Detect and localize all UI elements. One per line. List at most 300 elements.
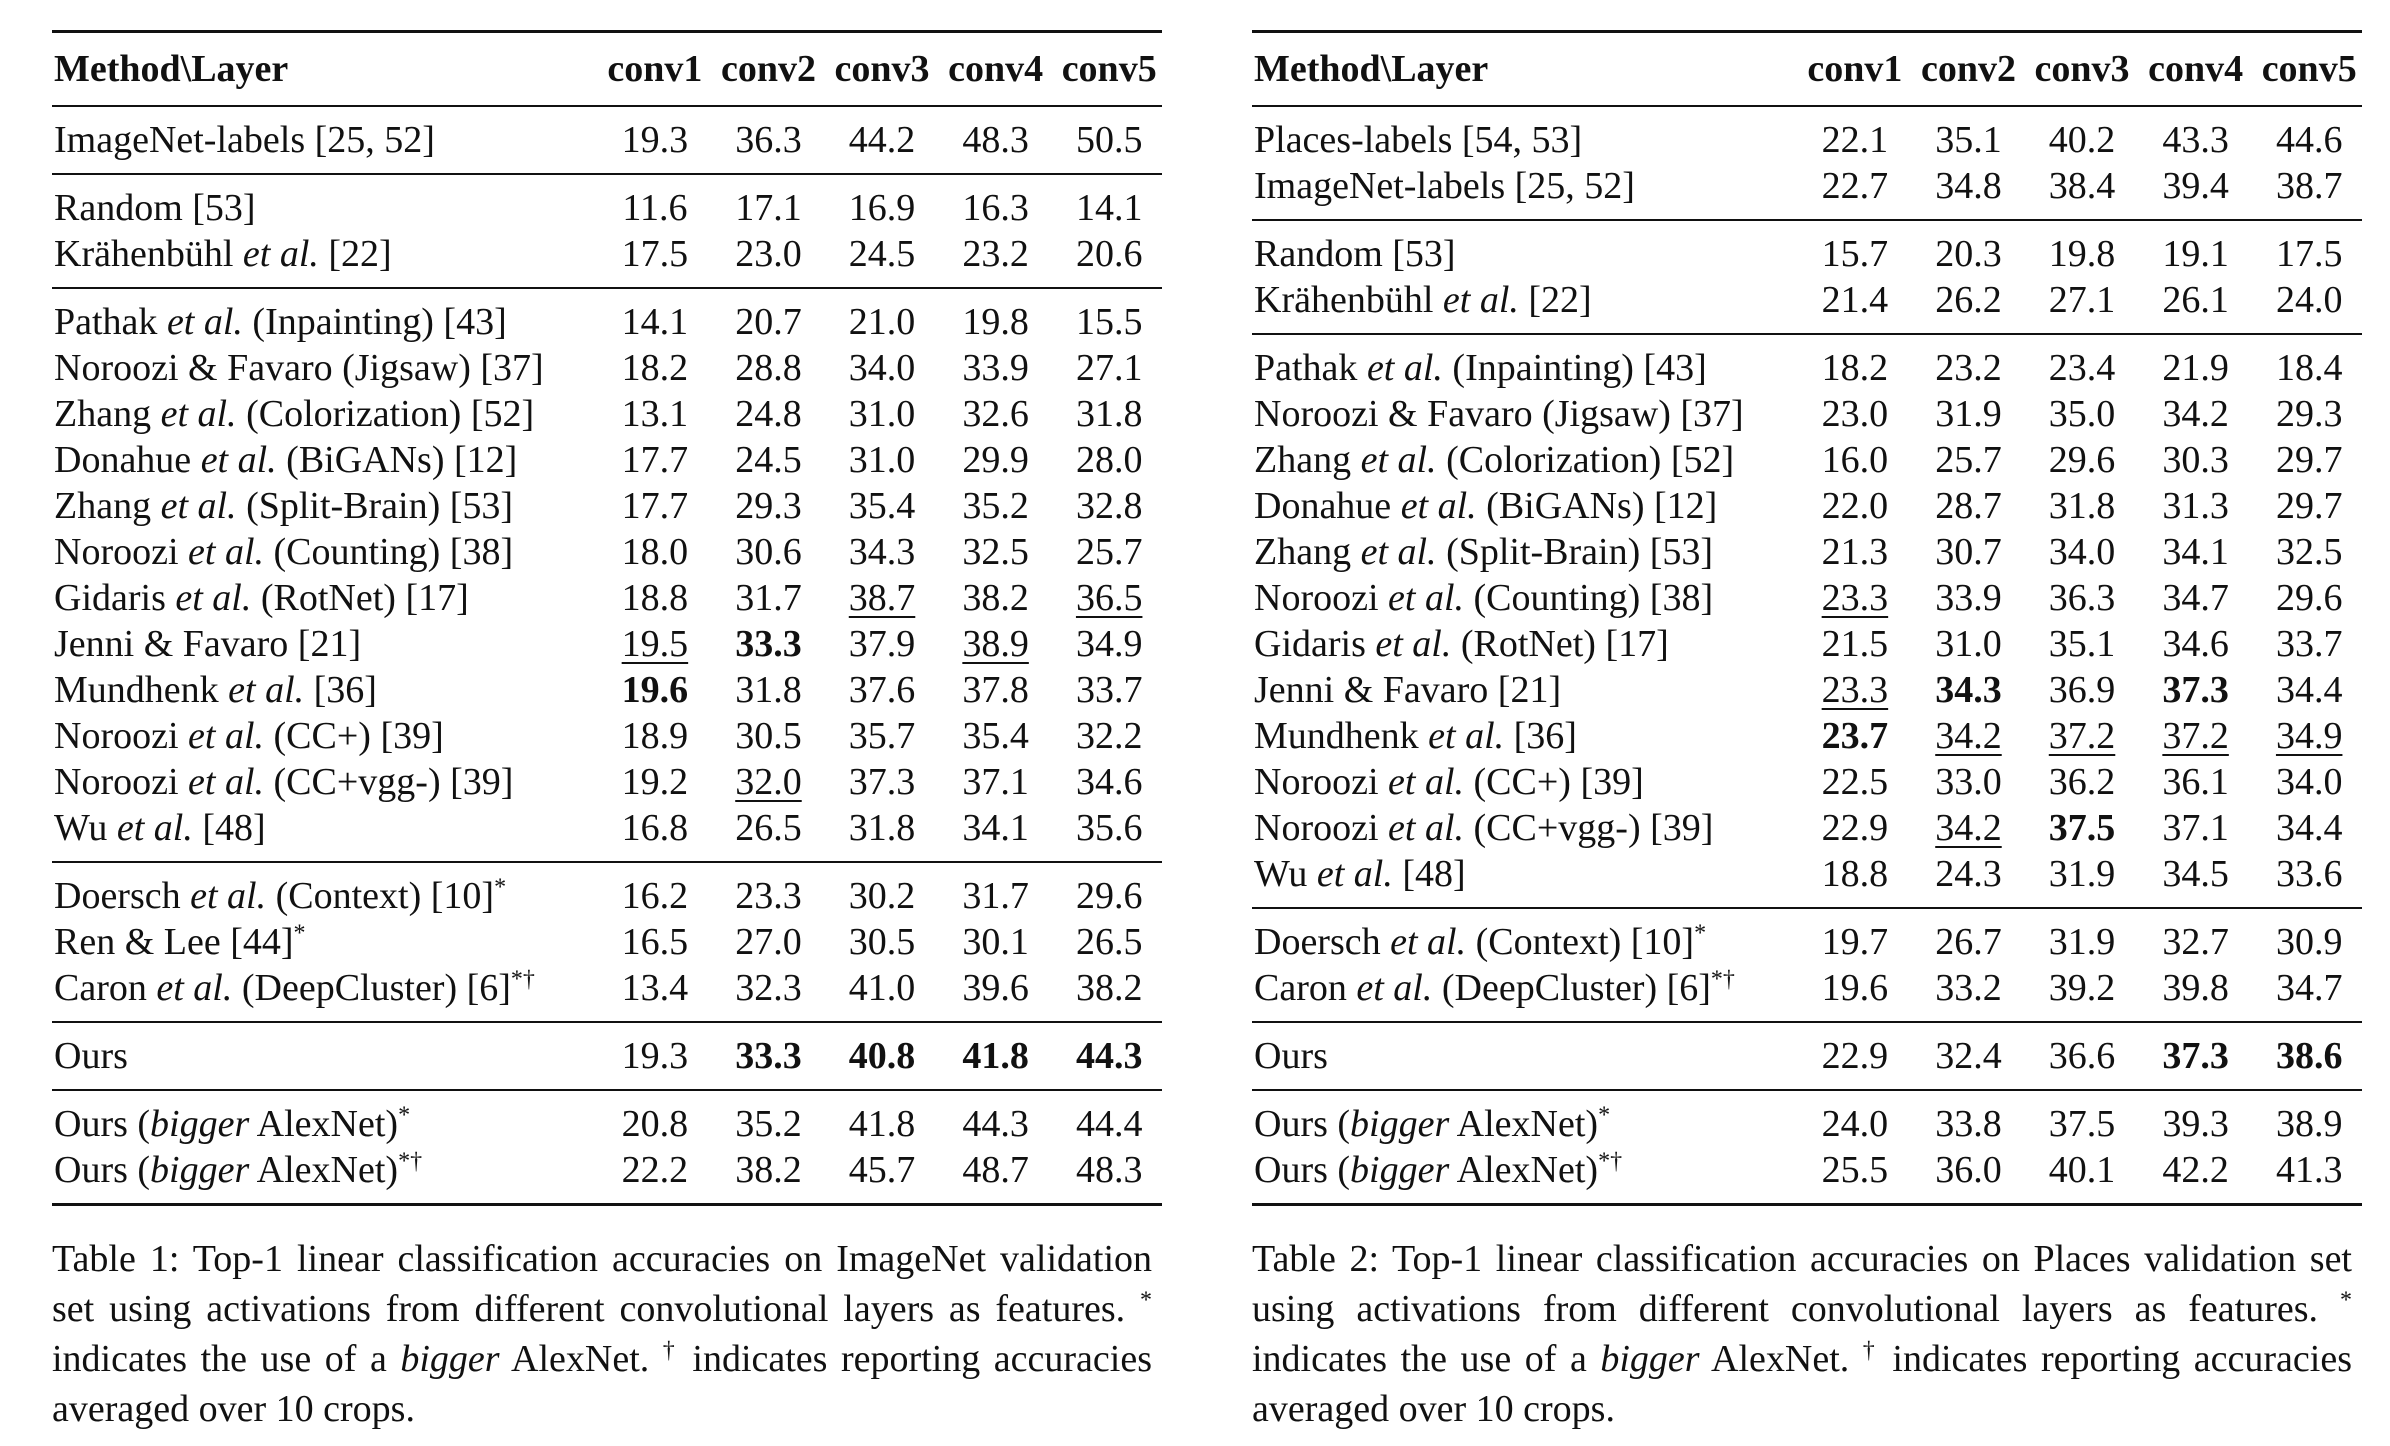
accuracy-value: 17.1 — [735, 187, 802, 229]
value-cell — [1048, 1090, 1162, 1147]
value-cell — [1794, 759, 1908, 805]
accuracy-value: 32.4 — [1935, 1035, 2002, 1077]
value-cell — [1048, 1022, 1162, 1090]
accuracy-value: 23.4 — [2048, 347, 2116, 389]
accuracy-value: 31.9 — [2048, 921, 2116, 963]
text-run: et al. — [1442, 279, 1519, 321]
method-cell — [1252, 1147, 1794, 1205]
table-row — [52, 1022, 1162, 1090]
method-cell — [1252, 529, 1794, 575]
conv-column-header: conv4 — [2148, 48, 2244, 90]
accuracy-value: 33.2 — [1935, 967, 2002, 1009]
value-cell — [2021, 1022, 2135, 1090]
conv-column-header: conv5 — [2261, 48, 2357, 90]
text-run: [36] — [1504, 715, 1577, 757]
value-cell — [1794, 805, 1908, 851]
text-run: Mundhenk — [1254, 715, 1429, 757]
value-cell — [821, 437, 935, 483]
value-cell — [1908, 483, 2022, 529]
value-cell — [594, 174, 708, 231]
accuracy-value: 41.8 — [962, 1035, 1029, 1077]
table-row — [1252, 908, 2362, 965]
value-cell — [821, 174, 935, 231]
footnote-mark: *† — [398, 1148, 423, 1175]
value-cell — [594, 575, 708, 621]
accuracy-value: 39.3 — [2162, 1103, 2229, 1145]
row-group — [52, 1090, 1162, 1205]
text-run: bigger — [150, 1149, 250, 1191]
value-cell — [2248, 391, 2362, 437]
accuracy-value: 34.1 — [962, 807, 1029, 849]
accuracy-value: 30.3 — [2162, 439, 2229, 481]
method-cell — [52, 288, 594, 345]
text-run: Places-labels [54, 53] — [1254, 119, 1583, 161]
accuracy-value: 34.0 — [848, 347, 916, 389]
value-cell — [2021, 277, 2135, 334]
accuracy-value: 45.7 — [848, 1149, 916, 1191]
method-cell — [1252, 575, 1794, 621]
value-cell — [594, 483, 708, 529]
conv-column-header: conv1 — [607, 48, 703, 90]
table-row — [52, 437, 1162, 483]
method-cell — [1252, 805, 1794, 851]
table-row — [1252, 334, 2362, 391]
method-cell — [52, 391, 594, 437]
text-run: et al. — [1360, 531, 1437, 573]
value-cell — [1908, 713, 2022, 759]
value-cell — [594, 106, 708, 174]
text-run: et al. — [188, 531, 265, 573]
accuracy-value: 37.6 — [848, 669, 916, 711]
accuracy-value: 29.6 — [2275, 577, 2343, 619]
value-cell — [1794, 667, 1908, 713]
table-row — [52, 231, 1162, 288]
text-run: Zhang — [54, 485, 161, 527]
accuracy-value: 20.8 — [621, 1103, 689, 1145]
accuracy-value: 24.5 — [735, 439, 802, 481]
value-cell — [2248, 575, 2362, 621]
accuracy-value: 31.7 — [962, 875, 1029, 917]
accuracy-value: 23.2 — [962, 233, 1029, 275]
accuracy-value: 31.0 — [1935, 623, 2002, 665]
text-run: bigger — [400, 1338, 500, 1380]
footnote-mark: * — [494, 874, 507, 901]
accuracy-value: 39.6 — [962, 967, 1029, 1009]
method-cell — [1252, 965, 1794, 1022]
accuracy-value: 36.3 — [735, 119, 802, 161]
value-cell — [594, 391, 708, 437]
text-run: (Inpainting) [43] — [242, 301, 507, 343]
value-cell — [935, 713, 1049, 759]
header-row — [52, 32, 1162, 107]
value-cell — [594, 1147, 708, 1205]
accuracy-value: 27.1 — [1075, 347, 1143, 389]
table-row — [52, 713, 1162, 759]
text-run: Ours — [1254, 1035, 1328, 1077]
table-1 — [52, 30, 1162, 1206]
method-cell — [1252, 667, 1794, 713]
text-run: indicates reporting accuracies averaged over 10 crops. — [52, 1338, 1153, 1430]
accuracy-value: 41.0 — [848, 967, 916, 1009]
method-layer-header: Method\Layer — [1254, 48, 1489, 90]
accuracy-value: 35.2 — [962, 485, 1029, 527]
value-cell — [2021, 713, 2135, 759]
value-cell — [2248, 1090, 2362, 1147]
value-cell — [1048, 345, 1162, 391]
value-cell — [935, 106, 1049, 174]
value-cell — [1048, 231, 1162, 288]
text-run: et al. — [188, 715, 265, 757]
text-run: Wu — [54, 807, 117, 849]
value-cell — [1908, 667, 2022, 713]
value-cell — [2248, 163, 2362, 220]
accuracy-value: 31.0 — [848, 393, 916, 435]
text-run: et al. — [1388, 761, 1465, 803]
accuracy-value: 29.7 — [2275, 485, 2343, 527]
text-run: indicates reporting accuracies averaged over 10 crops. — [1252, 1338, 2353, 1430]
text-run: Noroozi & Favaro (Jigsaw) [37] — [1254, 393, 1744, 435]
table-row — [1252, 851, 2362, 908]
accuracy-value: 34.2 — [1935, 715, 2002, 757]
accuracy-value: 32.6 — [962, 393, 1029, 435]
table-row — [1252, 805, 2362, 851]
text-run: Caron — [1254, 967, 1357, 1009]
accuracy-value: 34.6 — [2162, 623, 2229, 665]
text-run: AlexNet. — [499, 1338, 663, 1380]
results-table — [1252, 30, 2362, 1206]
text-run: et al. — [156, 967, 233, 1009]
method-cell — [1252, 163, 1794, 220]
accuracy-value: 19.7 — [1821, 921, 1889, 963]
accuracy-value: 39.8 — [2162, 967, 2229, 1009]
table-1-caption — [52, 1234, 1152, 1434]
value-cell — [1794, 575, 1908, 621]
accuracy-value: 17.5 — [2275, 233, 2343, 275]
value-cell — [594, 919, 708, 965]
footnote-mark: † — [1862, 1337, 1879, 1364]
text-run: (Colorization) [52] — [236, 393, 535, 435]
accuracy-value: 36.0 — [1935, 1149, 2002, 1191]
value-cell — [1048, 391, 1162, 437]
value-cell — [935, 1022, 1049, 1090]
footnote-mark: * — [398, 1102, 411, 1129]
value-cell — [1048, 759, 1162, 805]
text-run: ImageNet-labels [25, 52] — [1254, 165, 1635, 207]
method-cell — [52, 106, 594, 174]
accuracy-value: 22.5 — [1821, 761, 1889, 803]
text-run: (Counting) [38] — [264, 531, 514, 573]
value-cell — [1908, 437, 2022, 483]
value-cell — [821, 529, 935, 575]
accuracy-value: 28.7 — [1935, 485, 2002, 527]
value-cell — [1908, 965, 2022, 1022]
value-cell — [2021, 908, 2135, 965]
value-cell — [2021, 621, 2135, 667]
value-cell — [2248, 483, 2362, 529]
accuracy-value: 22.2 — [621, 1149, 689, 1191]
accuracy-value: 23.3 — [1821, 669, 1889, 711]
accuracy-value: 50.5 — [1075, 119, 1143, 161]
value-cell — [1048, 483, 1162, 529]
footnote-mark: * — [1598, 1102, 1611, 1129]
value-cell — [2135, 805, 2249, 851]
value-cell — [1794, 106, 1908, 163]
footnote-mark: † — [662, 1337, 679, 1364]
accuracy-value: 27.0 — [735, 921, 802, 963]
text-run: et al. — [242, 233, 319, 275]
accuracy-value: 21.4 — [1821, 279, 1889, 321]
accuracy-value: 41.8 — [848, 1103, 916, 1145]
value-cell — [2021, 529, 2135, 575]
row-group — [52, 862, 1162, 1022]
accuracy-value: 38.2 — [735, 1149, 802, 1191]
value-cell — [708, 391, 822, 437]
value-cell — [2021, 163, 2135, 220]
method-cell — [52, 1147, 594, 1205]
accuracy-value: 19.8 — [2048, 233, 2116, 275]
method-cell — [1252, 391, 1794, 437]
value-cell — [1048, 1147, 1162, 1205]
text-run: (CC+vgg-) [39] — [1464, 807, 1714, 849]
value-cell — [935, 529, 1049, 575]
accuracy-value: 19.3 — [621, 1035, 689, 1077]
method-cell — [1252, 759, 1794, 805]
value-cell — [2021, 805, 2135, 851]
value-cell — [2021, 575, 2135, 621]
row-group — [1252, 1090, 2362, 1205]
accuracy-value: 34.8 — [1935, 165, 2002, 207]
value-cell — [594, 759, 708, 805]
accuracy-value: 25.7 — [1075, 531, 1143, 573]
accuracy-value: 21.3 — [1821, 531, 1889, 573]
accuracy-value: 34.4 — [2275, 669, 2343, 711]
value-cell — [1908, 106, 2022, 163]
text-run: et al. — [1375, 623, 1452, 665]
accuracy-value: 18.9 — [621, 715, 689, 757]
value-cell — [708, 174, 822, 231]
accuracy-value: 33.0 — [1935, 761, 2002, 803]
text-run: et al. — [1366, 347, 1443, 389]
accuracy-value: 48.7 — [962, 1149, 1029, 1191]
value-cell — [2021, 1090, 2135, 1147]
text-run: Donahue — [1254, 485, 1401, 527]
accuracy-value: 28.0 — [1075, 439, 1143, 481]
text-run: Doersch — [54, 875, 191, 917]
accuracy-value: 44.3 — [962, 1103, 1029, 1145]
accuracy-value: 32.2 — [1075, 715, 1143, 757]
accuracy-value: 19.3 — [621, 119, 689, 161]
value-cell — [935, 862, 1049, 919]
text-run: (CC+) [39] — [1464, 761, 1644, 803]
accuracy-value: 38.6 — [2275, 1035, 2343, 1077]
text-run: Krähenbühl — [54, 233, 243, 275]
text-run: indicates the use of a — [52, 1338, 401, 1380]
accuracy-value: 30.6 — [735, 531, 802, 573]
method-cell — [52, 1022, 594, 1090]
text-run: et al. — [188, 761, 265, 803]
accuracy-value: 37.8 — [962, 669, 1029, 711]
accuracy-value: 27.1 — [2048, 279, 2116, 321]
text-run: Noroozi — [1254, 761, 1389, 803]
accuracy-value: 22.7 — [1821, 165, 1889, 207]
accuracy-value: 17.7 — [621, 485, 689, 527]
accuracy-value: 20.3 — [1935, 233, 2002, 275]
text-run: Jenni & Favaro [21] — [1254, 669, 1562, 711]
footnote-mark: * — [2340, 1287, 2352, 1314]
method-cell — [1252, 1022, 1794, 1090]
accuracy-value: 34.5 — [2162, 853, 2229, 895]
accuracy-value: 34.0 — [2275, 761, 2343, 803]
value-cell — [594, 529, 708, 575]
table-row — [52, 575, 1162, 621]
conv-column-header: conv1 — [1807, 48, 1903, 90]
text-run: Zhang — [1254, 439, 1361, 481]
accuracy-value: 32.0 — [735, 761, 802, 803]
accuracy-value: 18.0 — [621, 531, 689, 573]
text-run: Gidaris — [1254, 623, 1376, 665]
text-run: Krähenbühl — [1254, 279, 1443, 321]
method-cell — [1252, 851, 1794, 908]
accuracy-value: 31.9 — [2048, 853, 2116, 895]
accuracy-value: 18.8 — [1821, 853, 1889, 895]
value-cell — [708, 759, 822, 805]
accuracy-value: 34.1 — [2162, 531, 2229, 573]
method-cell — [52, 759, 594, 805]
value-cell — [935, 437, 1049, 483]
value-cell — [1048, 667, 1162, 713]
value-cell — [935, 391, 1049, 437]
conv-column-header: conv3 — [834, 48, 930, 90]
method-cell — [1252, 277, 1794, 334]
value-cell — [935, 231, 1049, 288]
text-run: Noroozi — [54, 715, 189, 757]
accuracy-value: 35.4 — [848, 485, 916, 527]
value-cell — [2021, 851, 2135, 908]
row-group — [52, 106, 1162, 174]
accuracy-value: 21.0 — [848, 301, 916, 343]
method-cell — [52, 174, 594, 231]
value-cell — [1794, 621, 1908, 667]
value-cell — [821, 1147, 935, 1205]
table-row — [1252, 621, 2362, 667]
accuracy-value: 32.5 — [2275, 531, 2343, 573]
table-row — [52, 174, 1162, 231]
table-row — [52, 759, 1162, 805]
value-cell — [2135, 759, 2249, 805]
accuracy-value: 44.4 — [1075, 1103, 1143, 1145]
value-cell — [594, 621, 708, 667]
accuracy-value: 31.0 — [848, 439, 916, 481]
text-run: AlexNet. — [1699, 1338, 1863, 1380]
table-row — [1252, 1090, 2362, 1147]
value-cell — [1794, 1022, 1908, 1090]
value-cell — [1908, 1090, 2022, 1147]
value-cell — [1048, 575, 1162, 621]
accuracy-value: 13.1 — [621, 393, 689, 435]
text-run: Noroozi — [1254, 577, 1389, 619]
text-run: Jenni & Favaro [21] — [54, 623, 362, 665]
table-header — [52, 32, 1162, 107]
method-cell — [1252, 713, 1794, 759]
accuracy-value: 44.3 — [1075, 1035, 1143, 1077]
text-run: (DeepCluster) [6] — [1432, 967, 1711, 1009]
value-cell — [1908, 759, 2022, 805]
accuracy-value: 35.1 — [2048, 623, 2116, 665]
accuracy-value: 25.5 — [1821, 1149, 1889, 1191]
value-cell — [821, 759, 935, 805]
text-run: AlexNet) — [1449, 1103, 1599, 1145]
accuracy-value: 19.1 — [2162, 233, 2229, 275]
table-row — [1252, 759, 2362, 805]
text-run: et al. — [1316, 853, 1393, 895]
accuracy-value: 30.2 — [848, 875, 916, 917]
method-cell — [1252, 483, 1794, 529]
text-run: (Split-Brain) [53] — [1436, 531, 1714, 573]
value-cell — [2248, 667, 2362, 713]
value-cell — [1908, 1022, 2022, 1090]
accuracy-value: 21.9 — [2162, 347, 2229, 389]
text-run: Wu — [1254, 853, 1317, 895]
accuracy-value: 19.5 — [621, 623, 689, 665]
value-cell — [821, 713, 935, 759]
value-cell — [821, 621, 935, 667]
value-cell — [1908, 334, 2022, 391]
accuracy-value: 26.1 — [2162, 279, 2229, 321]
value-cell — [2248, 220, 2362, 277]
accuracy-value: 29.9 — [962, 439, 1029, 481]
text-run: et al. — [116, 807, 193, 849]
value-cell — [821, 805, 935, 862]
footnote-mark: *† — [1598, 1148, 1623, 1175]
value-cell — [1908, 391, 2022, 437]
accuracy-value: 23.0 — [1821, 393, 1889, 435]
table-2-caption — [1252, 1234, 2352, 1434]
text-run: et al. — [190, 875, 267, 917]
text-run: Caron — [54, 967, 157, 1009]
accuracy-value: 28.8 — [735, 347, 802, 389]
conv-column-header: conv2 — [720, 48, 816, 90]
text-run: indicates the use of a — [1252, 1338, 1601, 1380]
value-cell — [935, 1147, 1049, 1205]
accuracy-value: 23.7 — [1821, 715, 1889, 757]
value-cell — [1794, 1147, 1908, 1205]
text-run: (BiGANs) [12] — [1476, 485, 1718, 527]
accuracy-value: 18.2 — [621, 347, 689, 389]
text-run: Ours ( — [54, 1103, 151, 1145]
value-cell — [935, 1090, 1049, 1147]
value-cell — [2248, 759, 2362, 805]
row-group — [52, 1022, 1162, 1090]
method-cell — [52, 805, 594, 862]
text-run: Noroozi & Favaro (Jigsaw) [37] — [54, 347, 544, 389]
accuracy-value: 39.2 — [2048, 967, 2116, 1009]
accuracy-value: 22.1 — [1821, 119, 1889, 161]
text-run: Ours ( — [1254, 1149, 1351, 1191]
accuracy-value: 40.1 — [2048, 1149, 2116, 1191]
accuracy-value: 22.9 — [1821, 807, 1889, 849]
accuracy-value: 24.8 — [735, 393, 802, 435]
accuracy-value: 33.6 — [2275, 853, 2343, 895]
accuracy-value: 44.6 — [2275, 119, 2343, 161]
text-run: Donahue — [54, 439, 201, 481]
text-run: (RotNet) [17] — [251, 577, 469, 619]
accuracy-value: 36.9 — [2048, 669, 2116, 711]
value-cell — [935, 919, 1049, 965]
value-cell — [1908, 575, 2022, 621]
method-cell — [1252, 437, 1794, 483]
row-group — [52, 288, 1162, 862]
value-cell — [821, 288, 935, 345]
